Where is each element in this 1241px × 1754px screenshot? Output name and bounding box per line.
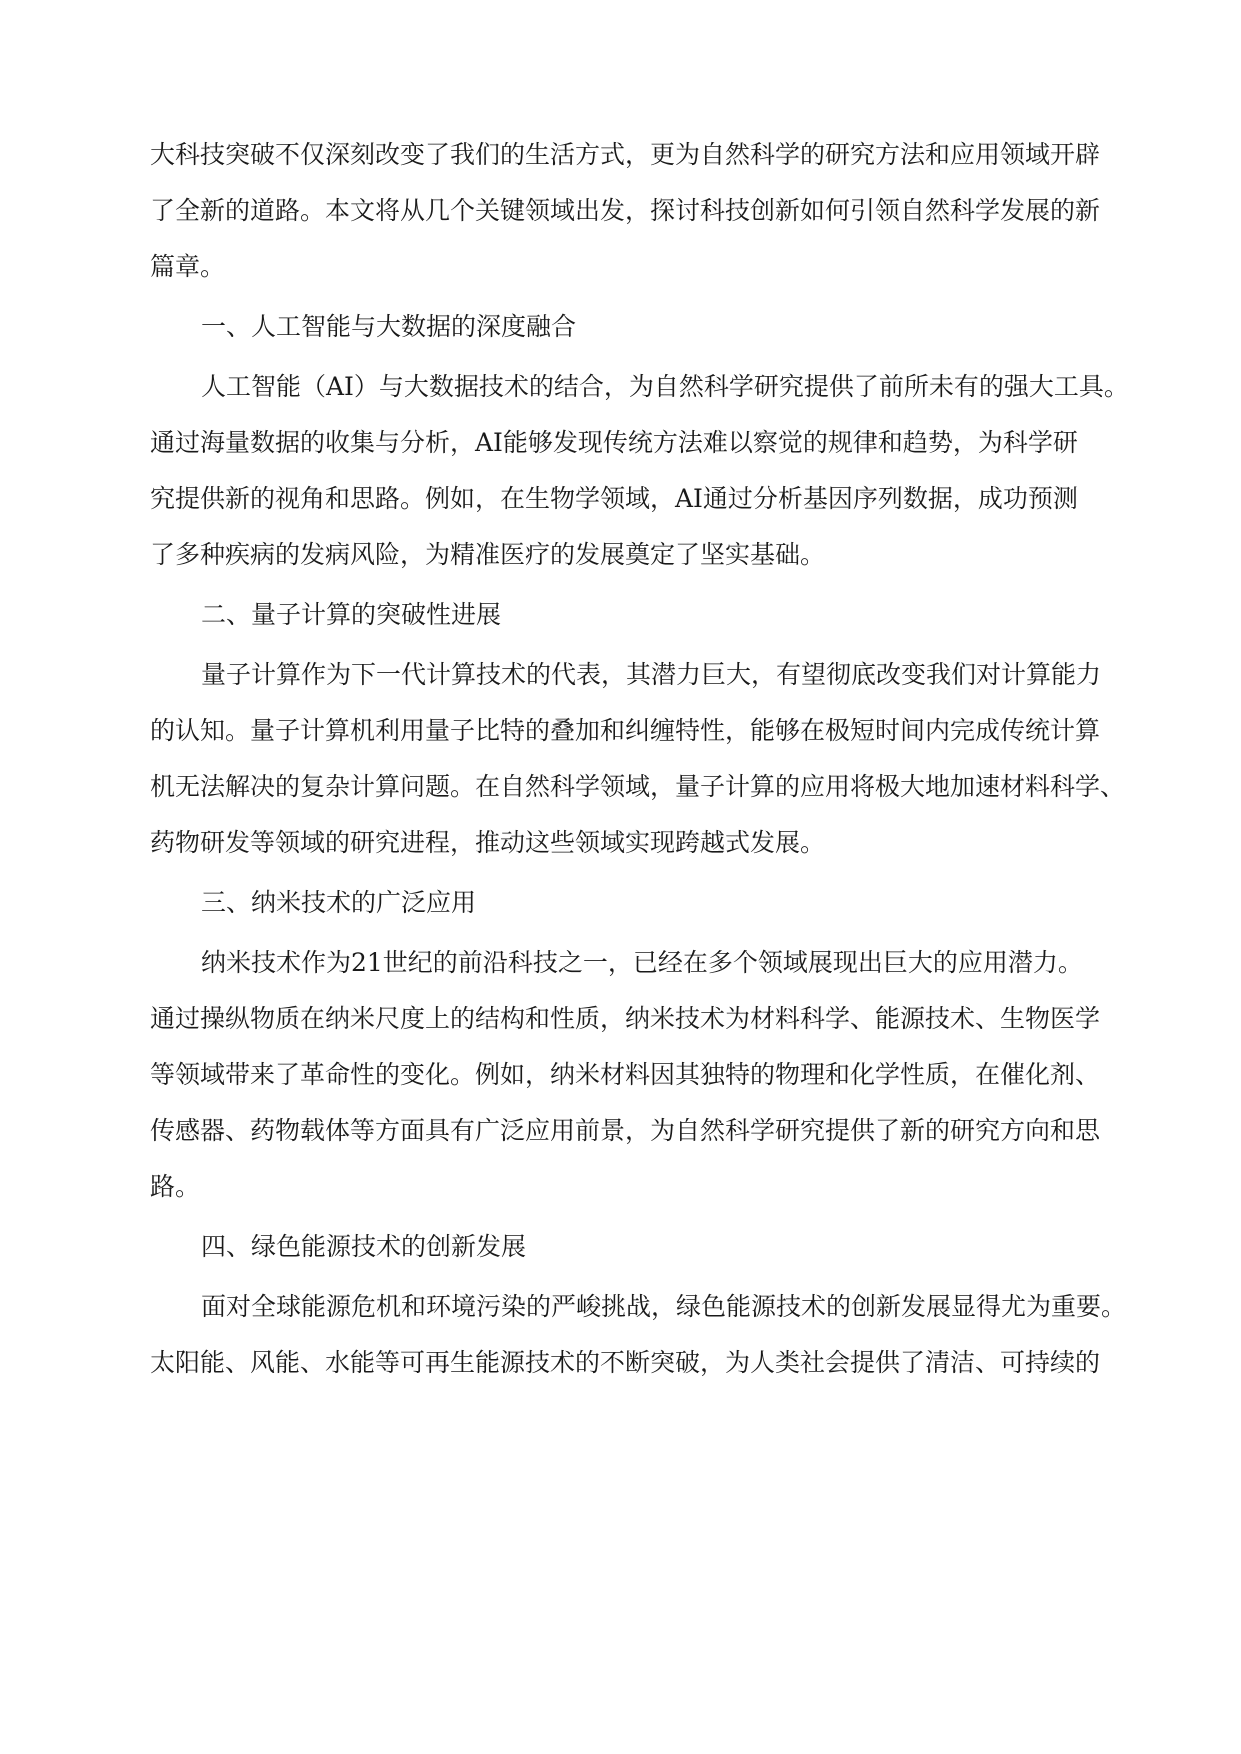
- paragraph-line: 纳米技术作为21世纪的前沿科技之一，已经在多个领域展现出巨大的应用潜力。: [201, 948, 1083, 977]
- paragraph-line: 面对全球能源危机和环境污染的严峻挑战，绿色能源技术的创新发展显得尤为重要。: [201, 1292, 1127, 1321]
- intro-line: 篇章。: [150, 252, 226, 281]
- paragraph-line: 太阳能、风能、水能等可再生能源技术的不断突破，为人类社会提供了清洁、可持续的: [150, 1348, 1101, 1377]
- paragraph-line: 等领域带来了革命性的变化。例如，纳米材料因其独特的物理和化学性质，在催化剂、: [150, 1060, 1101, 1089]
- paragraph-line: 通过海量数据的收集与分析，AI能够发现传统方法难以察觉的规律和趋势，为科学研: [150, 428, 1078, 457]
- intro-line: 了全新的道路。本文将从几个关键领域出发，探讨科技创新如何引领自然科学发展的新: [150, 196, 1101, 225]
- section-heading: 二、量子计算的突破性进展: [201, 600, 502, 629]
- paragraph-line: 路。: [150, 1172, 201, 1201]
- paragraph-line: 的认知。量子计算机利用量子比特的叠加和纠缠特性，能够在极短时间内完成传统计算: [150, 716, 1101, 745]
- section-heading: 四、绿色能源技术的创新发展: [201, 1232, 527, 1261]
- section-heading: 三、纳米技术的广泛应用: [201, 888, 477, 917]
- intro-line: 大科技突破不仅深刻改变了我们的生活方式，更为自然科学的研究方法和应用领域开辟: [150, 140, 1101, 169]
- paragraph-line: 究提供新的视角和思路。例如，在生物学领域，AI通过分析基因序列数据，成功预测: [150, 484, 1078, 513]
- paragraph-line: 通过操纵物质在纳米尺度上的结构和性质，纳米技术为材料科学、能源技术、生物医学: [150, 1004, 1101, 1033]
- paragraph-line: 机无法解决的复杂计算问题。在自然科学领域，量子计算的应用将极大地加速材料科学、: [150, 772, 1126, 801]
- paragraph-line: 传感器、药物载体等方面具有广泛应用前景，为自然科学研究提供了新的研究方向和思: [150, 1116, 1101, 1145]
- paragraph-line: 量子计算作为下一代计算技术的代表，其潜力巨大，有望彻底改变我们对计算能力: [201, 660, 1102, 689]
- paragraph-line: 药物研发等领域的研究进程，推动这些领域实现跨越式发展。: [150, 828, 826, 857]
- section-heading: 一、人工智能与大数据的深度融合: [201, 312, 577, 341]
- paragraph-line: 了多种疾病的发病风险，为精准医疗的发展奠定了坚实基础。: [150, 540, 826, 569]
- paragraph-line: 人工智能（AI）与大数据技术的结合，为自然科学研究提供了前所未有的强大工具。: [201, 372, 1129, 401]
